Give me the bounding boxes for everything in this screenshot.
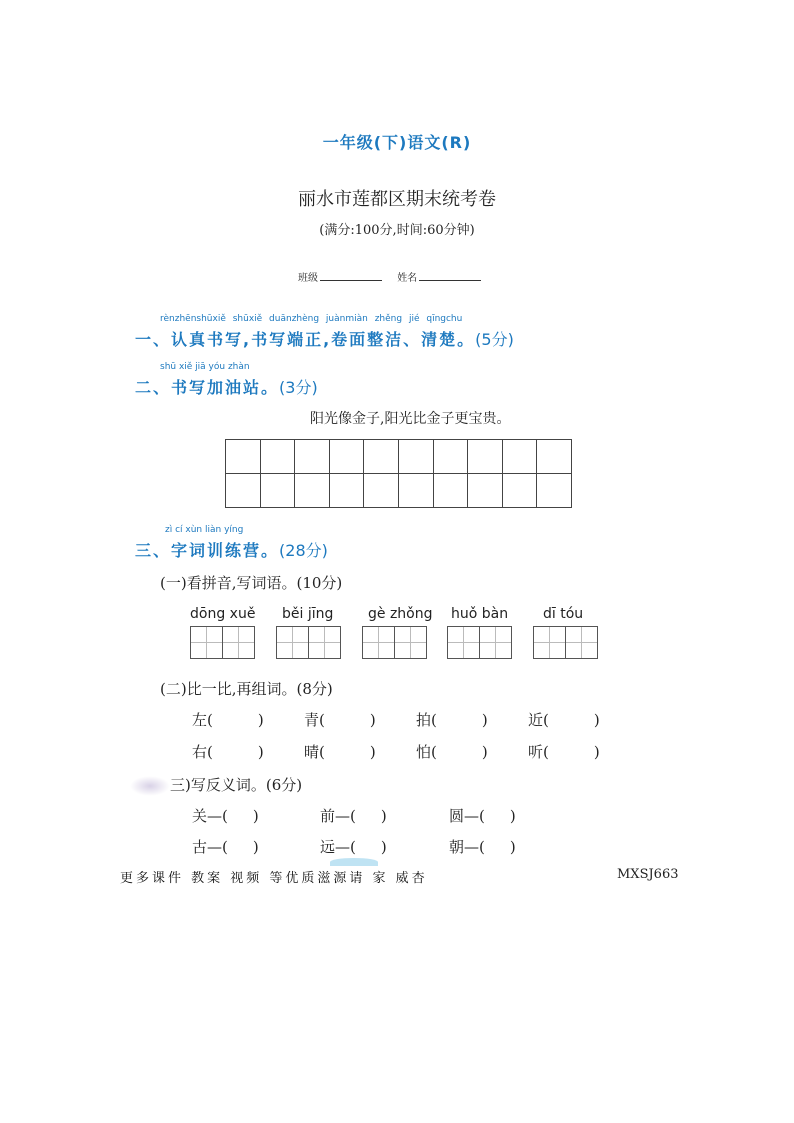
section1-title: 一、认真书写,书写端正,卷面整洁、清楚。	[135, 330, 476, 349]
antonym-item: 关—( )	[192, 807, 259, 825]
section3-pinyin: zì cí xùn liàn yíng	[165, 525, 244, 535]
word-boxes[interactable]	[276, 626, 340, 659]
section3-title: 三、字词训练营。	[135, 541, 280, 560]
antonym-item: 远—( )	[320, 838, 387, 856]
copy-sentence: 阳光像金子,阳光比金子更宝贵。	[310, 411, 511, 427]
compare-item: 左( )	[192, 711, 264, 729]
part3-title: 三)写反义词。(6分)	[170, 776, 303, 794]
writing-grid[interactable]	[225, 439, 572, 508]
class-blank[interactable]	[320, 270, 382, 281]
word-boxes[interactable]	[190, 626, 255, 659]
section2-title: 二、书写加油站。	[135, 378, 280, 397]
word-item	[190, 606, 255, 659]
class-label: 班级	[298, 273, 318, 284]
word-pinyin: dī tóu	[543, 606, 584, 622]
section2-heading	[135, 375, 318, 398]
word-item	[533, 606, 597, 659]
compare-item: 怕( )	[416, 743, 488, 761]
section1-heading	[135, 327, 514, 350]
part1-title: (一)看拼音,写词语。(10分)	[160, 574, 343, 592]
word-item	[447, 606, 511, 659]
exam-title: 丽水市莲都区期末统考卷	[298, 189, 496, 210]
section2-pinyin: shū xiě jiā yóu zhàn	[160, 362, 250, 372]
compare-item: 青( )	[304, 711, 376, 729]
word-pinyin: gè zhǒng	[368, 606, 433, 622]
grid-row	[226, 440, 572, 474]
word-pinyin: huǒ bàn	[451, 606, 509, 622]
word-boxes[interactable]	[447, 626, 511, 659]
name-label: 姓名	[397, 273, 418, 284]
antonym-item: 朝—( )	[449, 838, 516, 856]
compare-item: 晴( )	[304, 743, 376, 761]
name-blank[interactable]	[419, 270, 481, 281]
compare-item: 近( )	[528, 711, 600, 729]
word-boxes[interactable]	[362, 626, 433, 659]
grid-row	[226, 474, 572, 508]
part2-title: (二)比一比,再组词。(8分)	[160, 680, 333, 698]
section1-points: (5分)	[475, 330, 514, 349]
footer-code: MXSJ663	[617, 867, 679, 882]
antonym-item: 前—( )	[320, 807, 387, 825]
grade-title: 一年级(下)语文(R)	[322, 133, 472, 152]
page-tab-mark	[330, 858, 378, 866]
word-pinyin: dōng xuě	[190, 606, 256, 622]
compare-item: 右( )	[192, 743, 264, 761]
word-item	[362, 606, 433, 659]
class-name-line	[298, 269, 481, 284]
section3-points: (28分)	[279, 541, 328, 560]
exam-meta: (满分:100分,时间:60分钟)	[319, 223, 475, 238]
word-item	[276, 606, 340, 659]
word-boxes[interactable]	[533, 626, 597, 659]
compare-item: 听( )	[528, 743, 600, 761]
antonym-item: 古—( )	[192, 838, 259, 856]
antonym-item: 圆—( )	[449, 807, 516, 825]
word-pinyin: běi jīng	[282, 606, 334, 622]
footer-text: 更多课件 教案 视频 等优质滋源请 家 威杏	[120, 871, 428, 886]
section1-pinyin: rènzhēnshūxiě shūxiě duānzhèng juànmiàn zhěng jié qīngchu	[160, 314, 463, 324]
section3-heading	[135, 538, 328, 561]
smudge-mark	[130, 776, 170, 796]
section2-points: (3分)	[279, 378, 318, 397]
compare-item: 拍( )	[416, 711, 488, 729]
